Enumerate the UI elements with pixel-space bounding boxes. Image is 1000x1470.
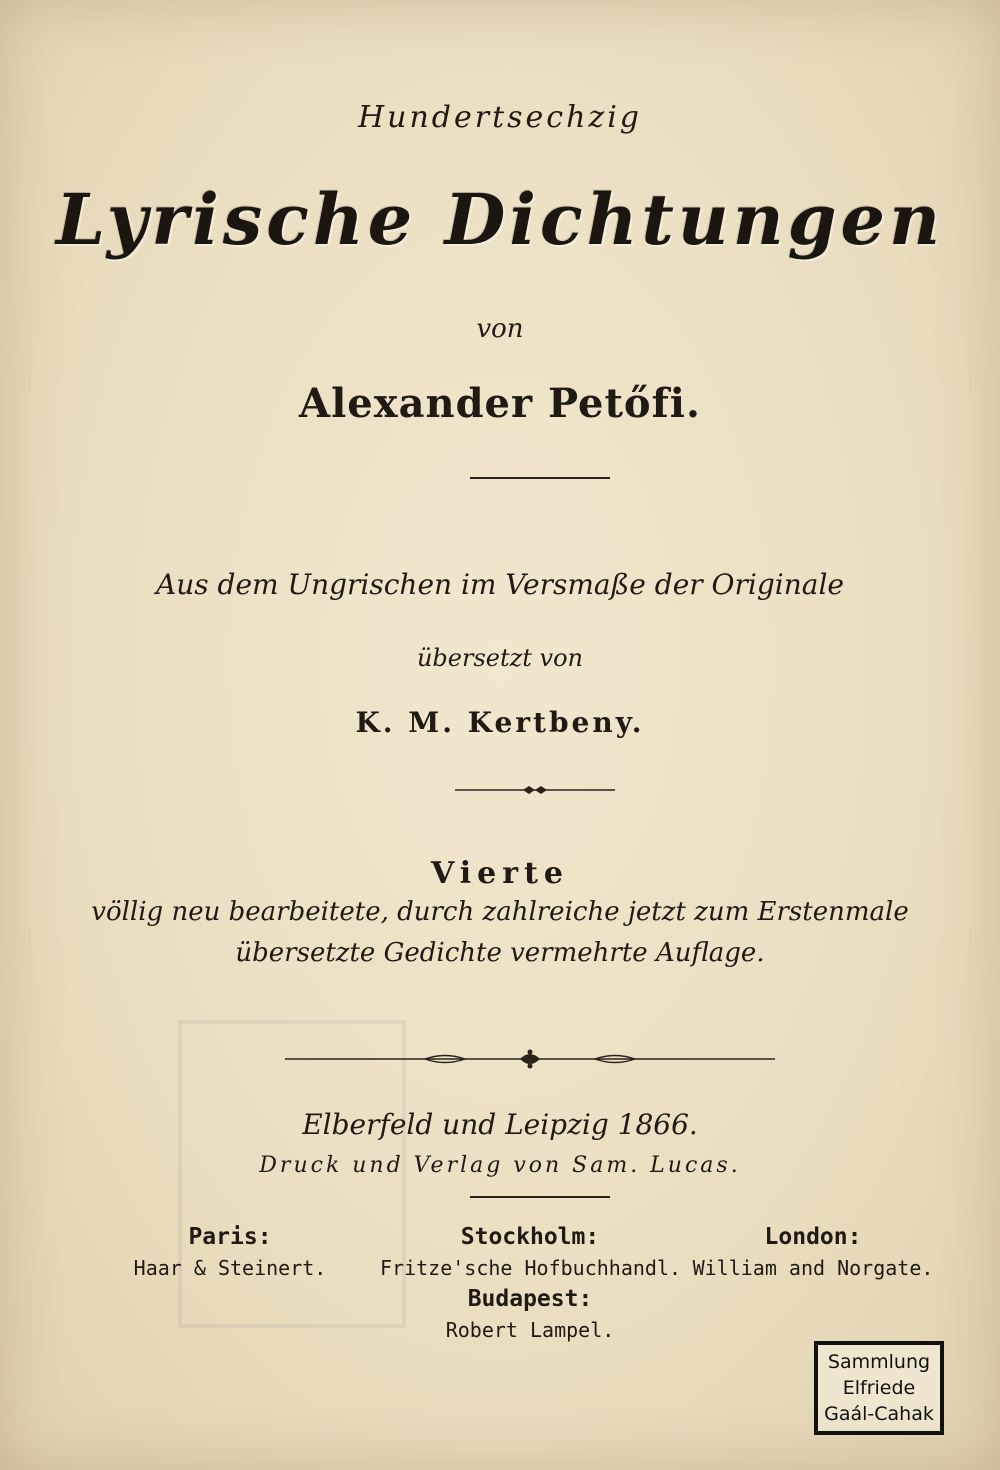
imprint-printer: Druck und Verlag von Sam. Lucas.	[259, 1153, 741, 1178]
distributor-firm: William and Norgate.	[692, 1256, 934, 1280]
distributor-firm: Robert Lampel.	[445, 1318, 615, 1342]
translator-name: K. M. Kertbeny.	[355, 706, 645, 739]
translated-by: übersetzt von	[416, 644, 584, 672]
ornamental-divider	[285, 1049, 775, 1069]
stamp-line-2: Elfriede	[842, 1377, 916, 1399]
distributor-london	[688, 1224, 938, 1280]
distributor-paris	[120, 1224, 340, 1280]
book-title: Lyrische Dichtungen	[55, 178, 944, 261]
collection-stamp	[814, 1341, 944, 1435]
distributor-city: Paris:	[188, 1224, 272, 1250]
pretitle: Hundertsechzig	[357, 100, 643, 135]
translation-note: Aus dem Ungrischen im Versmaße der Originale	[156, 568, 844, 601]
distributor-city: London:	[764, 1224, 862, 1250]
distributor-firm: Fritze'sche Hofbuchhandl.	[380, 1256, 682, 1280]
distributor-stockholm	[380, 1224, 680, 1280]
edition-description-2: übersetzte Gedichte vermehrte Auflage.	[235, 938, 765, 968]
edition-number: Vierte	[431, 856, 569, 891]
by-word: von	[476, 314, 524, 344]
distributor-city: Stockholm:	[460, 1224, 600, 1250]
distributor-city: Budapest:	[467, 1286, 593, 1312]
stamp-line-1: Sammlung	[827, 1351, 931, 1373]
edition-description-1: völlig neu bearbeitete, durch zahlreiche jetzt zum Erstenmale	[91, 897, 909, 927]
distributor-budapest	[380, 1286, 680, 1342]
rule-short-lower	[470, 1196, 610, 1198]
stamp-line-3: Gaál-Cahak	[824, 1403, 934, 1425]
rule-short	[470, 477, 610, 479]
imprint-place-year: Elberfeld und Leipzig 1866.	[302, 1108, 698, 1141]
author-name: Alexander Petőfi.	[299, 380, 701, 427]
small-ornament-rule	[455, 783, 615, 797]
distributor-firm: Haar & Steinert.	[133, 1256, 327, 1280]
